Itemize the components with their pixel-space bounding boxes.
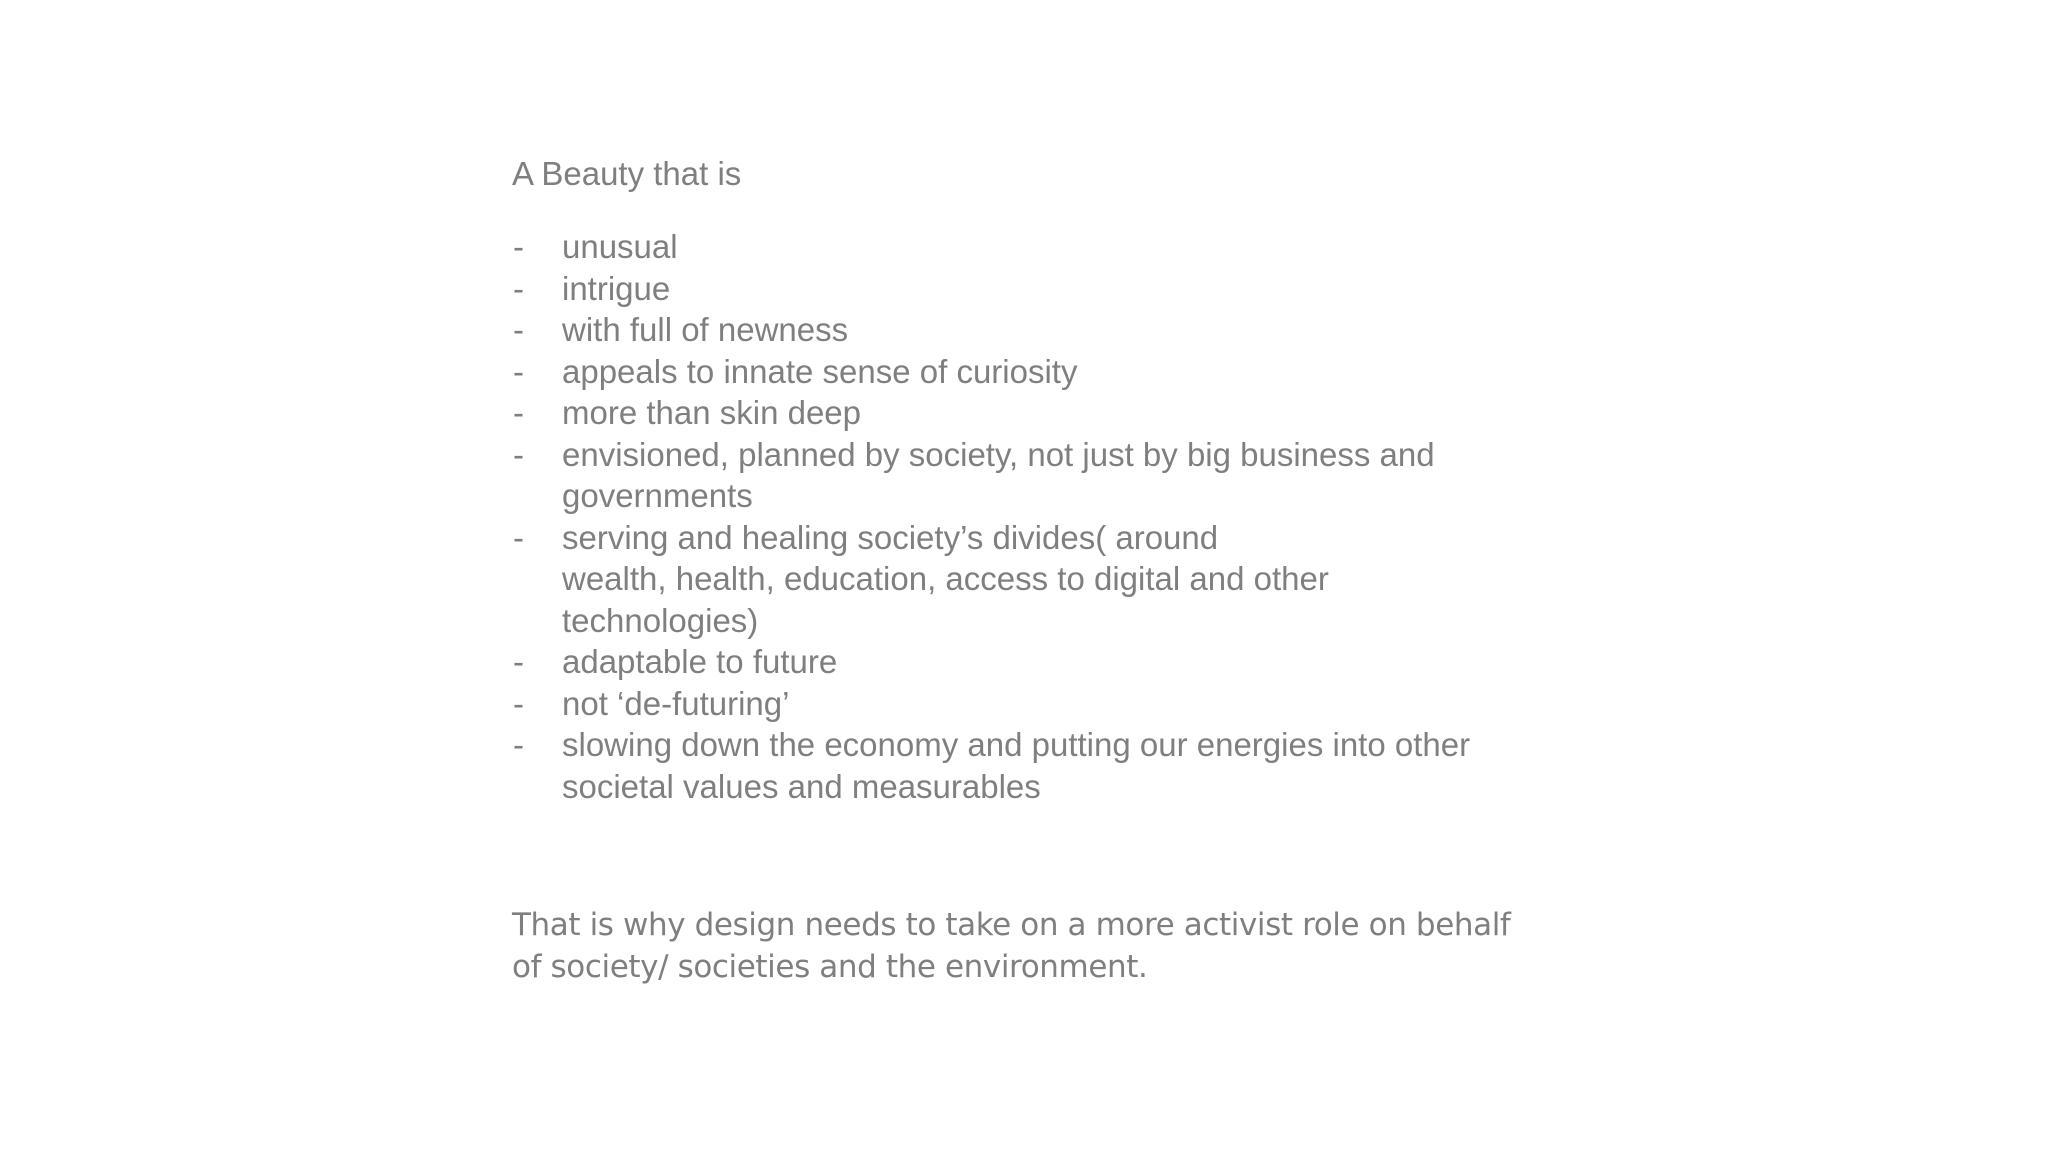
closing-paragraph <box>512 905 1572 988</box>
bullet-line: appeals to innate sense of curiosity <box>562 352 1078 390</box>
bullet-item <box>512 268 1572 310</box>
slide-content <box>512 150 1572 807</box>
bullet-text <box>562 392 1572 434</box>
bullet-line: more than skin deep <box>562 394 862 431</box>
bullet-text <box>562 309 1572 351</box>
bullet-item <box>512 309 1572 351</box>
bullet-text <box>562 351 1572 393</box>
bullet-item <box>512 351 1572 393</box>
bullet-text <box>562 226 1572 268</box>
bullet-line: adaptable to future <box>562 643 838 680</box>
bullet-line: slowing down the economy and putting our energies into other <box>562 726 1471 763</box>
bullet-line: serving and healing society’s divides( around <box>562 518 1219 556</box>
bullet-line: unusual <box>562 228 678 265</box>
bullet-item <box>512 517 1572 642</box>
bullet-marker: - <box>513 269 524 307</box>
closing-line: That is why design needs to take on a more activist role on behalf <box>512 907 1511 943</box>
bullet-marker: - <box>513 394 524 431</box>
bullet-line: wealth, health, education, access to digital and other <box>562 560 1329 597</box>
bullet-marker: - <box>513 726 524 763</box>
bullet-text <box>562 517 1572 642</box>
bullet-line: with full of newness <box>562 311 849 348</box>
bullet-text <box>562 268 1572 310</box>
bullet-line: not ‘de-futuring’ <box>562 684 790 722</box>
bullet-text <box>562 641 1572 683</box>
bullet-item <box>512 683 1572 725</box>
bullet-item <box>512 724 1572 807</box>
bullet-line: societal values and measurables <box>562 767 1041 805</box>
bullet-line: envisioned, planned by society, not just by big business and <box>562 435 1435 473</box>
bullet-line: intrigue <box>562 269 671 307</box>
bullet-list <box>512 226 1572 807</box>
bullet-marker: - <box>513 311 524 348</box>
closing-line: of society/ societies and the environment. <box>512 948 1148 985</box>
bullet-text <box>562 724 1572 807</box>
bullet-marker: - <box>513 684 524 722</box>
bullet-marker: - <box>513 352 524 390</box>
bullet-line: governments <box>562 477 753 514</box>
bullet-item <box>512 434 1572 517</box>
bullet-marker: - <box>513 643 524 680</box>
bullet-item <box>512 392 1572 434</box>
bullet-item <box>512 641 1572 683</box>
slide-heading: A Beauty that is <box>512 155 742 192</box>
bullet-marker: - <box>513 435 524 473</box>
bullet-text <box>562 434 1572 517</box>
bullet-line: technologies) <box>562 601 759 639</box>
bullet-text <box>562 683 1572 725</box>
bullet-item <box>512 226 1572 268</box>
bullet-marker: - <box>513 518 524 556</box>
bullet-marker: - <box>513 228 524 265</box>
